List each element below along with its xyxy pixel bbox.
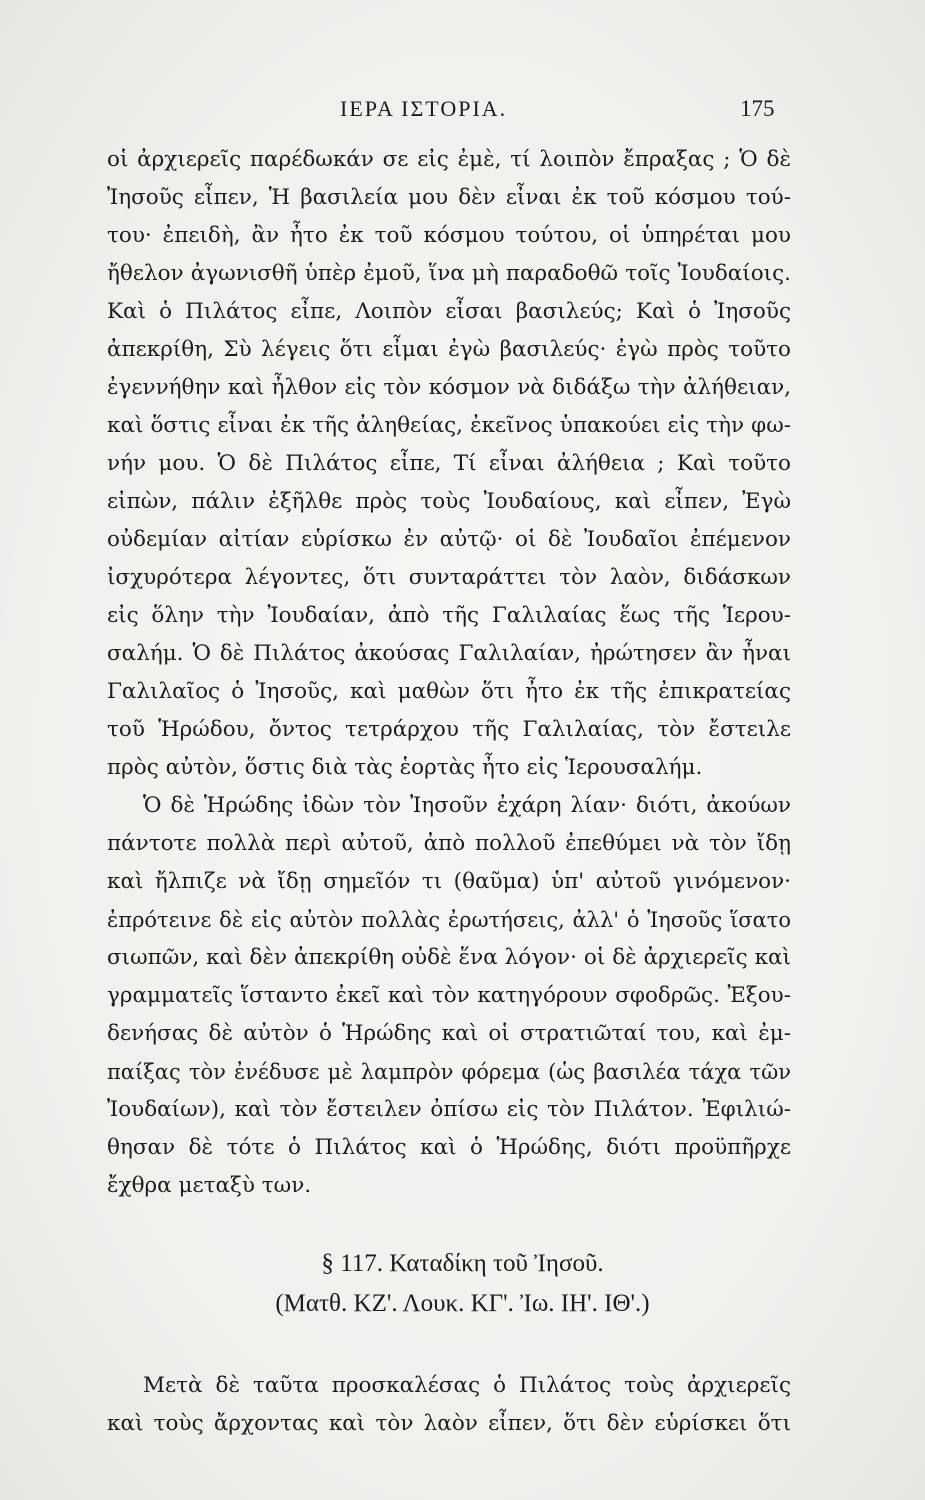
text-line: γραμματεῖς ἵσταντο ἐκεῖ καὶ τὸν κατηγόρουν σφοδρῶς. Ἐξου-: [107, 983, 791, 1008]
text-line: Γαλιλαῖος ὁ Ἰησοῦς, καὶ μαθὼν ὅτι ἦτο ἐκ τῆς ἐπικρατείας: [107, 679, 791, 704]
text-line: καὶ ἤλπιζε νὰ ἴδῃ σημεῖόν τι (θαῦμα) ὑπ' αὐτοῦ γινόμενον·: [107, 869, 791, 894]
page-number: 175: [740, 96, 775, 121]
text-line: τοῦ Ἡρώδου, ὄντος τετράρχου τῆς Γαλιλαίας, τὸν ἔστειλε: [107, 717, 791, 742]
text-line: καὶ τοὺς ἄρχοντας καὶ τὸν λαὸν εἶπεν, ὅτι δὲν εὑρίσκει ὅτι: [107, 1411, 791, 1436]
text-line: ἔχθρα μεταξὺ των.: [107, 1173, 312, 1198]
text-line: θησαν δὲ τότε ὁ Πιλάτος καὶ ὁ Ἡρώδης, διότι προϋπῆρχε: [107, 1135, 791, 1160]
section-references: (Ματθ. ΚΖ'. Λουκ. ΚΓ'. Ἰω. ΙΗ'. ΙΘ'.): [275, 1290, 650, 1317]
text-line: δενήσας δὲ αὐτὸν ὁ Ἡρώδης καὶ οἱ στρατιῶταί του, καὶ ἐμ-: [107, 1021, 791, 1046]
text-line: Ὁ δὲ Ἡρώδης ἰδὼν τὸν Ἰησοῦν ἐχάρη λίαν· διότι, ἀκούων: [143, 793, 791, 818]
section-heading: § 117. Καταδίκη τοῦ Ἰησοῦ.: [321, 1250, 604, 1277]
page-header: [0, 96, 925, 126]
text-line: πρὸς αὐτὸν, ὅστις διὰ τὰς ἑορτὰς ἦτο εἰς Ἱερουσαλήμ.: [107, 755, 703, 780]
text-line: παίξας τὸν ἐνέδυσε μὲ λαμπρὸν φόρεμα (ὡς βασιλέα τάχα τῶν: [107, 1060, 791, 1084]
text-line: του· ἐπειδὴ, ἂν ἦτο ἐκ τοῦ κόσμου τούτου, οἱ ὑπηρέται μου: [107, 223, 791, 248]
text-line: οἱ ἀρχιερεῖς παρέδωκάν σε εἰς ἐμὲ, τί λοιπὸν ἔπραξας ; Ὁ δὲ: [107, 147, 791, 172]
text-line: ἰσχυρότερα λέγοντες, ὅτι συνταράττει τὸν λαὸν, διδάσκων: [107, 565, 791, 590]
text-line: ἀπεκρίθη, Σὺ λέγεις ὅτι εἶμαι ἐγὼ βασιλεύς· ἐγὼ πρὸς τοῦτο: [107, 337, 791, 362]
text-line: σιωπῶν, καὶ δὲν ἀπεκρίθη οὐδὲ ἕνα λόγον· οἱ δὲ ἀρχιερεῖς καὶ: [107, 945, 791, 970]
running-title: ΙΕΡΑ ΙΣΤΟΡΙΑ.: [340, 96, 508, 121]
text-line: ἤθελον ἀγωνισθῆ ὑπὲρ ἐμοῦ, ἵνα μὴ παραδοθῶ τοῖς Ἰουδαίοις.: [107, 261, 791, 286]
text-line: Ἰησοῦς εἶπεν, Ἡ βασιλεία μου δὲν εἶναι ἐκ τοῦ κόσμου τού-: [107, 185, 791, 210]
text-line: ἐπρότεινε δὲ εἰς αὐτὸν πολλὰς ἐρωτήσεις, ἀλλ' ὁ Ἰησοῦς ἵσατο: [107, 908, 791, 932]
text-line: Ἰουδαίων), καὶ τὸν ἔστειλεν ὀπίσω εἰς τὸν Πιλάτον. Ἐφιλιώ-: [107, 1097, 791, 1122]
text-line: πάντοτε πολλὰ περὶ αὐτοῦ, ἀπὸ πολλοῦ ἐπεθύμει νὰ τὸν ἴδῃ: [107, 831, 791, 856]
text-line: ἐγεννήθην καὶ ἦλθον εἰς τὸν κόσμον νὰ διδάξω τὴν ἀλήθειαν,: [107, 375, 791, 400]
text-line: σαλήμ. Ὁ δὲ Πιλάτος ἀκούσας Γαλιλαίαν, ἠρώτησεν ἂν ἦναι: [107, 641, 791, 666]
text-line: Μετὰ δὲ ταῦτα προσκαλέσας ὁ Πιλάτος τοὺς ἀρχιερεῖς: [143, 1373, 791, 1398]
text-line: εἰς ὅλην τὴν Ἰουδαίαν, ἀπὸ τῆς Γαλιλαίας ἕως τῆς Ἱερου-: [107, 603, 791, 628]
text-line: οὐδεμίαν αἰτίαν εὑρίσκω ἐν αὐτῷ· οἱ δὲ Ἰουδαῖοι ἐπέμενον: [107, 527, 791, 552]
text-line: καὶ ὅστις εἶναι ἐκ τῆς ἀληθείας, ἐκεῖνος ὑπακούει εἰς τὴν φω-: [107, 413, 791, 438]
text-line: εἰπὼν, πάλιν ἐξῆλθε πρὸς τοὺς Ἰουδαίους, καὶ εἶπεν, Ἐγὼ: [107, 489, 791, 514]
text-line: Καὶ ὁ Πιλάτος εἶπε, Λοιπὸν εἶσαι βασιλεύς; Καὶ ὁ Ἰησοῦς: [107, 299, 791, 324]
text-line: νήν μου. Ὁ δὲ Πιλάτος εἶπε, Τί εἶναι ἀλήθεια ; Καὶ τοῦτο: [107, 451, 791, 476]
